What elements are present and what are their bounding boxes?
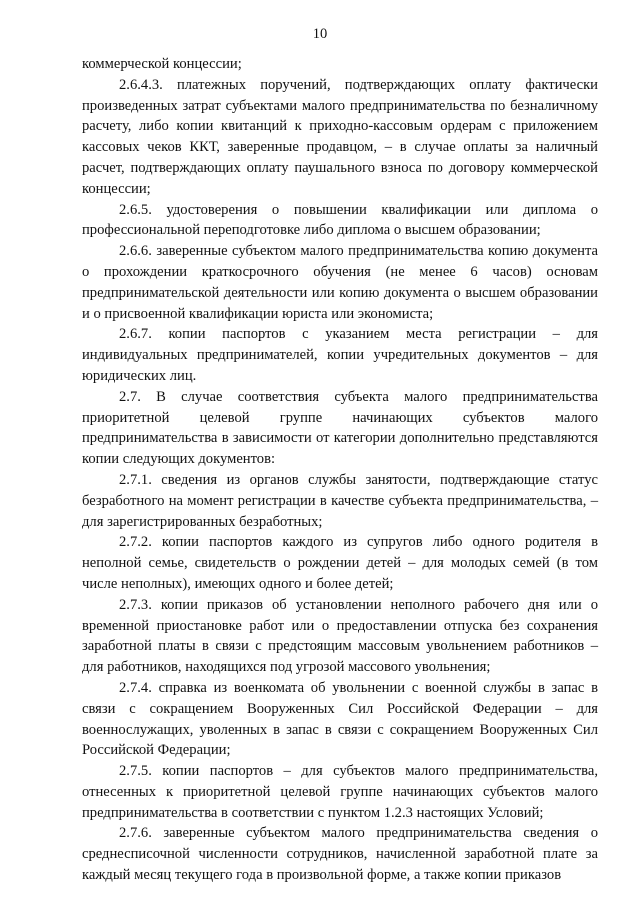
paragraph-2-6-4-3: 2.6.4.3. платежных поручений, подтверждающих оплату фактически произведенных затрат субъектами малого предпринимательства по безналичному расчету, либо копии квитанций к приходно-кассовым ордерам с приложением кассовых чеков ККТ, заверенные продавцом, – в случае оплаты за наличный расчет, подтверждающих оплату паушального взноса по договору коммерческой концессии;	[82, 76, 598, 197]
paragraph-2-7-5: 2.7.5. копии паспортов – для субъектов малого предпринимательства, отнесенных к приоритетной целевой группе начинающих субъектов малого предпринимательства в соответствии с пунктом 1.2.3 настоящих Условий;	[82, 763, 598, 821]
paragraph-2-6-5: 2.6.5. удостоверения о повышении квалификации или диплома о профессиональной переподготовке либо диплома о высшем образовании;	[82, 201, 598, 239]
paragraph-commercial-concession-end: коммерческой концессии;	[82, 56, 242, 72]
paragraph-2-7-3: 2.7.3. копии приказов об установлении неполного рабочего дня или о временной приостановке работ или о предоставлении отпуска без сохранения заработной платы в связи с предстоящим массовым увольнением работников – для работников, находящихся под угрозой массового увольнения;	[82, 596, 598, 676]
paragraph-2-7-1: 2.7.1. сведения из органов службы занятости, подтверждающие статус безработного на момент регистрации в качестве субъекта предпринимательства, – для зарегистрированных безработных;	[82, 471, 598, 530]
paragraph-2-6-6: 2.6.6. заверенные субъектом малого предпринимательства копию документа о прохождении краткосрочного обучения (не менее 6 часов) основам предпринимательской деятельности или копию документа о высшем образовании и о присвоенной квалификации юриста или экономиста;	[82, 243, 598, 322]
paragraph-2-6-7: 2.6.7. копии паспортов с указанием места регистрации – для индивидуальных предпринимателей, копии учредительных документов – для юридических лиц.	[82, 326, 598, 384]
page-number: 10	[312, 26, 328, 42]
paragraph-2-7: 2.7. В случае соответствия субъекта малого предпринимательства приоритетной целевой группе начинающих субъектов малого предпринимательства в зависимости от категории дополнительно представляются копии следующих документов:	[82, 388, 598, 468]
paragraph-2-7-6: 2.7.6. заверенные субъектом малого предпринимательства сведения о среднесписочной численности сотрудников, начисленной заработной плате за каждый месяц текущего года в произвольной форме, а также копии приказов	[82, 825, 598, 884]
document-body	[82, 54, 598, 886]
paragraph-2-7-2: 2.7.2. копии паспортов каждого из супругов либо одного родителя в неполной семье, свидетельств о рождении детей – для молодых семей (в том числе неполных), имеющих одного и более детей;	[82, 534, 598, 592]
paragraph-2-7-4: 2.7.4. справка из военкомата об увольнении с военной службы в запас в связи с сокращением Вооруженных Сил Российской Федерации – для военнослужащих, уволенных в запас в связи с сокращением Вооруженных Сил Российской Федерации;	[82, 679, 598, 759]
